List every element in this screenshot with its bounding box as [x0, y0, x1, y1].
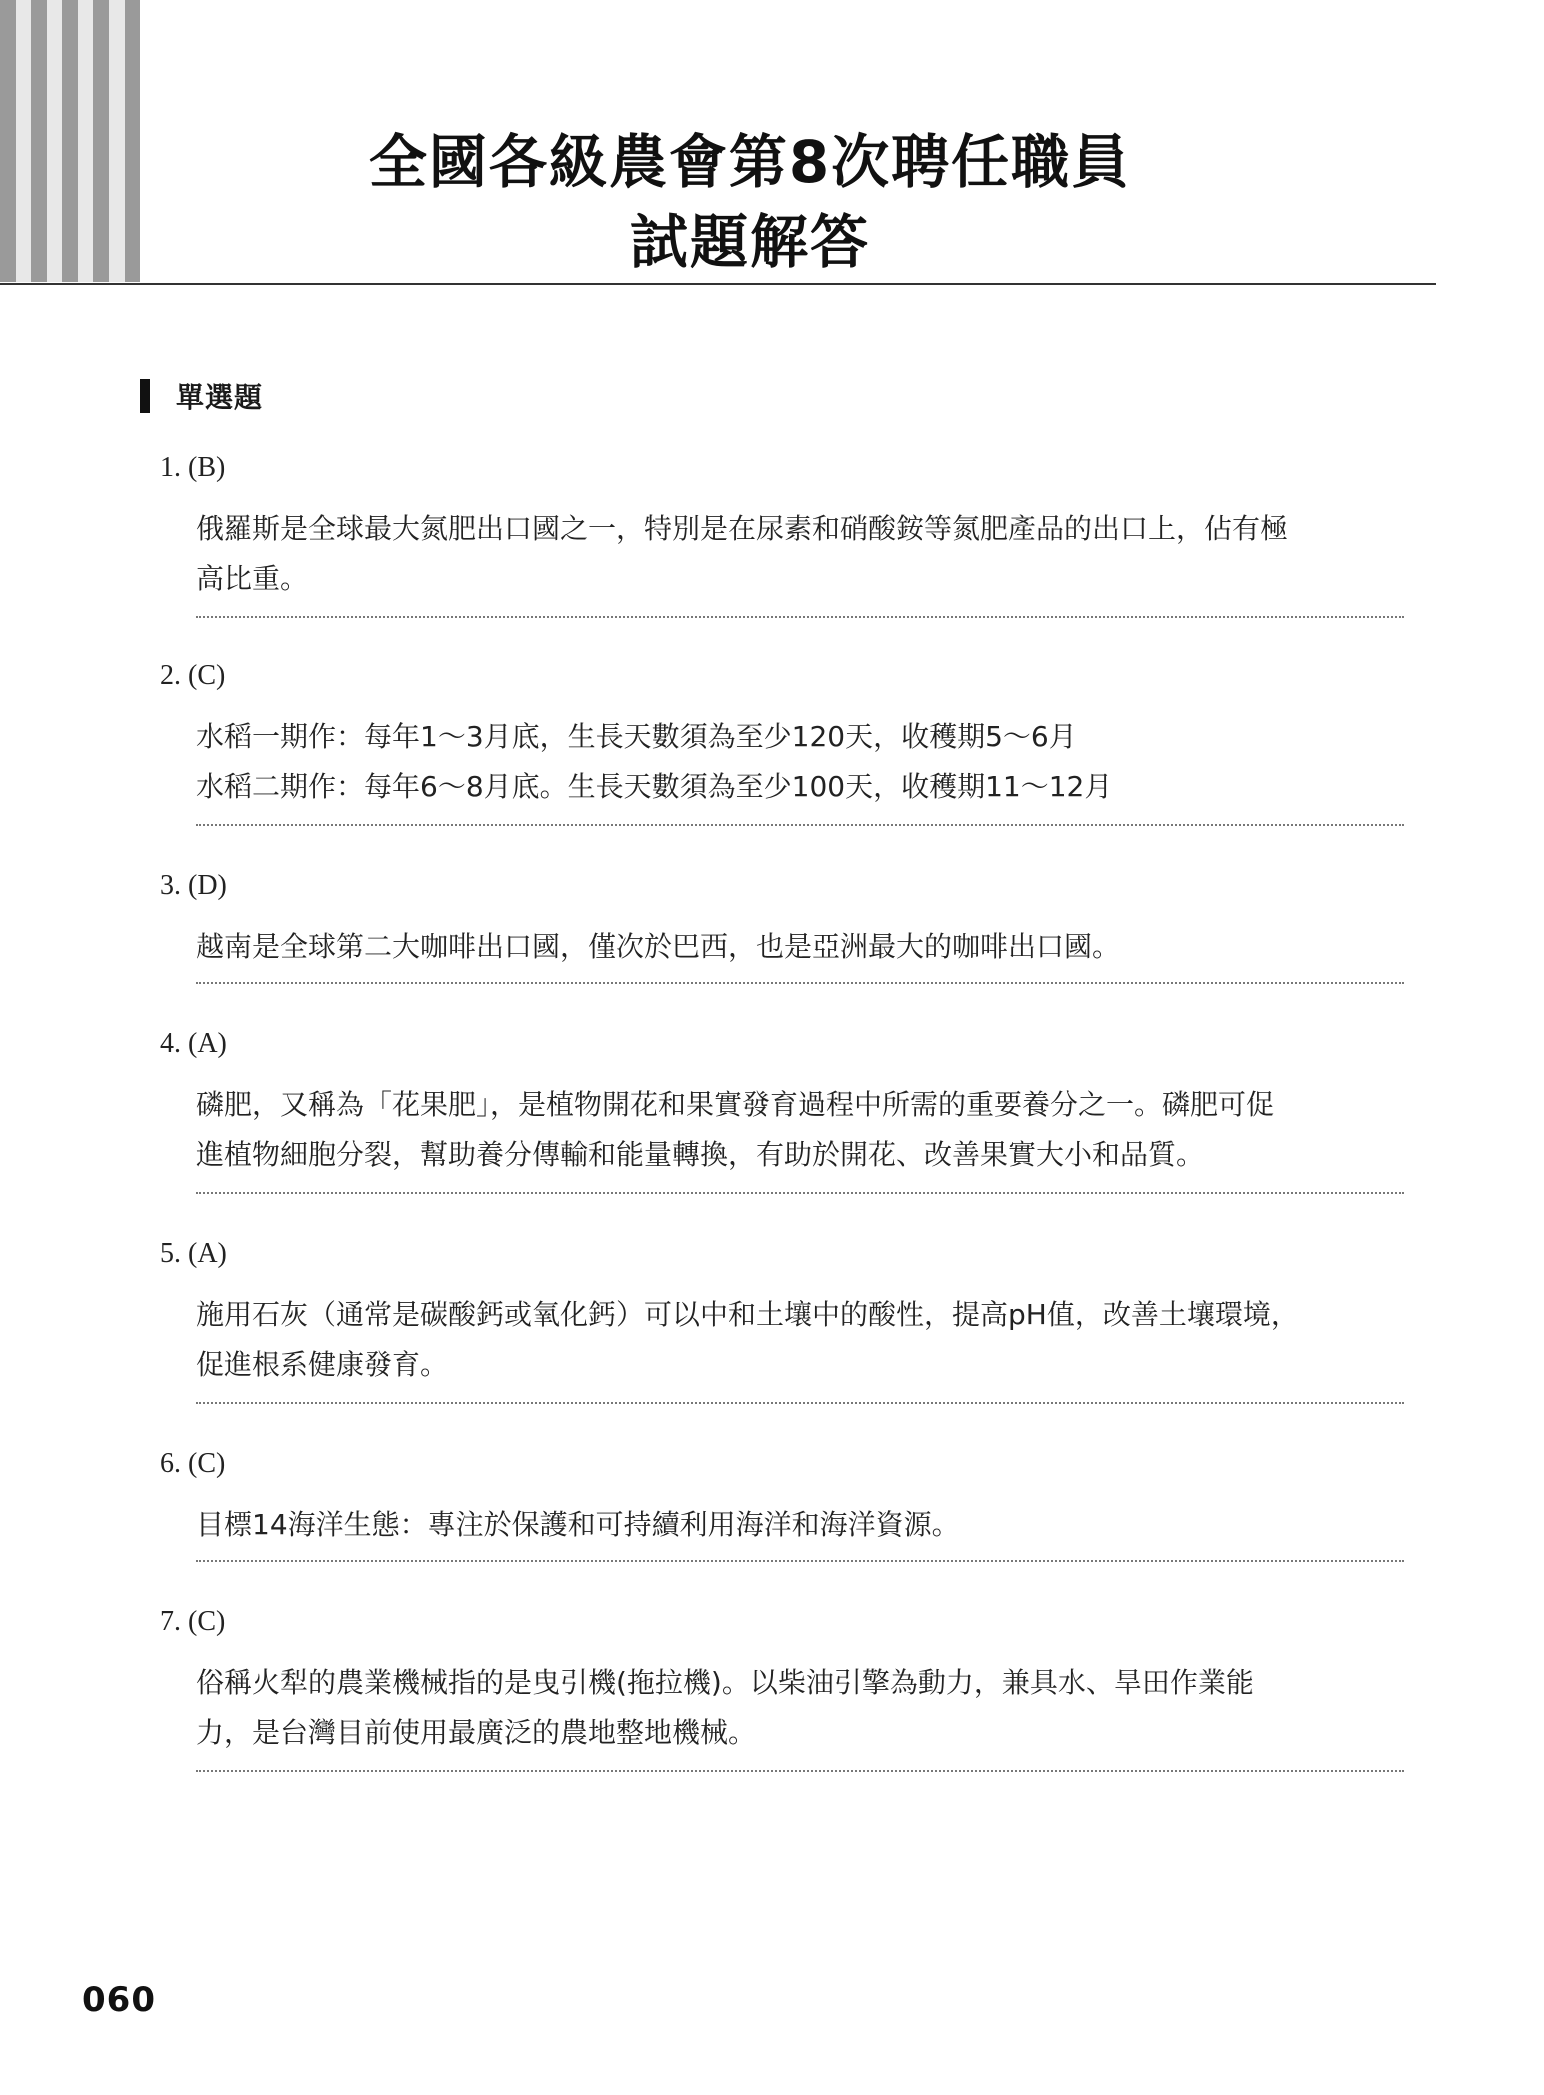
answer-line: 越南是全球第二大咖啡出口國，僅次於巴西，也是亞洲最大的咖啡出口國。 — [196, 930, 1121, 963]
question-item — [160, 452, 1400, 604]
question-item — [160, 1028, 1400, 1180]
question-item — [160, 1448, 1400, 1550]
answer-explanation — [196, 504, 1406, 604]
answer-explanation — [196, 1658, 1406, 1758]
answer-line: 俄羅斯是全球最大氮肥出口國之一，特別是在尿素和硝酸銨等氮肥產品的出口上，佔有極 — [196, 512, 1289, 545]
answer-explanation — [196, 1500, 1406, 1550]
dotted-divider — [196, 1192, 1404, 1194]
answer-line: 力，是台灣目前使用最廣泛的農地整地機械。 — [196, 1716, 757, 1749]
question-number: 3. (D) — [160, 870, 227, 901]
question-item — [160, 660, 1400, 812]
dotted-divider — [196, 1402, 1404, 1404]
section-marker-icon — [140, 379, 150, 413]
question-item — [160, 870, 1400, 972]
section-title: 單選題 — [176, 381, 264, 414]
answer-explanation — [196, 1080, 1406, 1180]
answer-line: 俗稱火犁的農業機械指的是曳引機(拖拉機)。以柴油引擎為動力，兼具水、旱田作業能 — [196, 1666, 1254, 1699]
answer-line: 水稻一期作：每年1～3月底，生長天數須為至少120天，收穫期5～6月 — [196, 720, 1077, 753]
question-number: 1. (B) — [160, 452, 226, 483]
answer-line: 水稻二期作：每年6～8月底。生長天數須為至少100天，收穫期11～12月 — [196, 770, 1113, 803]
answer-explanation — [196, 922, 1406, 972]
question-item — [160, 1606, 1400, 1758]
question-number: 5. (A) — [160, 1238, 227, 1269]
answer-explanation — [196, 712, 1406, 812]
answer-line: 施用石灰（通常是碳酸鈣或氧化鈣）可以中和土壤中的酸性，提高pH值，改善土壤環境， — [196, 1298, 1299, 1331]
dotted-divider — [196, 824, 1404, 826]
answer-line: 磷肥，又稱為「花果肥」，是植物開花和果實發育過程中所需的重要養分之一。磷肥可促 — [196, 1088, 1275, 1121]
dotted-divider — [196, 1770, 1404, 1772]
page-number: 060 — [82, 1980, 156, 2020]
section-header — [140, 376, 263, 416]
answer-line: 目標14海洋生態：專注於保護和可持續利用海洋和海洋資源。 — [196, 1508, 960, 1541]
question-number: 4. (A) — [160, 1028, 227, 1059]
question-number: 7. (C) — [160, 1606, 226, 1637]
dotted-divider — [196, 982, 1404, 984]
page-title: 全國各級農會第8次聘任職員 — [368, 128, 1132, 196]
page-subtitle: 試題解答 — [629, 208, 870, 276]
header-divider — [0, 283, 1436, 285]
question-item — [160, 1238, 1400, 1390]
dotted-divider — [196, 616, 1404, 618]
decorative-stripes — [0, 0, 140, 282]
answer-line: 進植物細胞分裂，幫助養分傳輸和能量轉換，有助於開花、改善果實大小和品質。 — [196, 1138, 1205, 1171]
answer-line: 促進根系健康發育。 — [196, 1348, 449, 1381]
question-number: 2. (C) — [160, 660, 226, 691]
answer-explanation — [196, 1290, 1406, 1390]
question-number: 6. (C) — [160, 1448, 226, 1479]
dotted-divider — [196, 1560, 1404, 1562]
answer-line: 高比重。 — [196, 562, 309, 595]
